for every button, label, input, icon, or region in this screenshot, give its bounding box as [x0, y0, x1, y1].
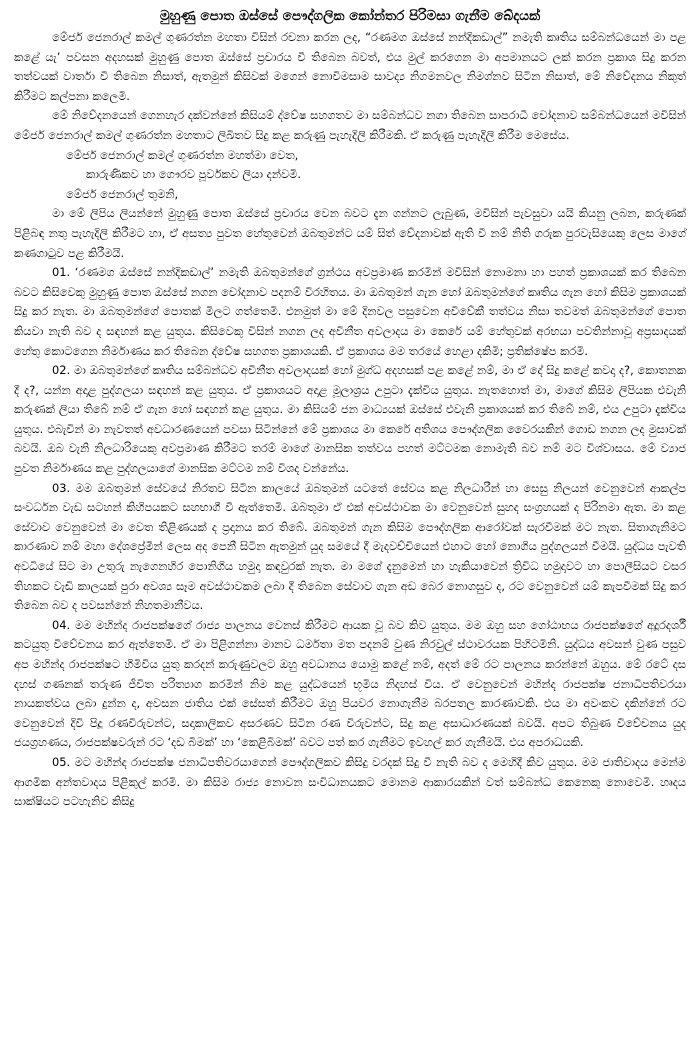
body-paragraph-01: 01. ‘රණමග ඔස්සේ නන්දිකඩාල්’ නමැති ඔබතුමන්ගේ ග්‍රන්ථය අවප්‍රමාණ කරමින් මවිසින් නොමනා හා පහත් ප්‍රකාශයක් කර තිබෙන බවට කිසිවෙකු මුහුණු පොත ඔස්සේ නගන චෝදනාව පදනම් විරහිතය. මා ඔබතුමන් ගැන හෝ ඔබතුමන්ගේ කෘතිය ගැන හෝ කිසිම ප්‍රකාශයක් සිදු කර නැත. මා ඔබතුමන්ගේ පොතක් මිලට ගත්තෙමි. එනමුත් මා මේ දිනවල පසුවෙන අවිවේකී තත්වය නිසා තවමත් ඔබතුමන්ගේ පොත කියවා නැති බව ද සඳහන් කළ යුතුය. කිසිවෙකු විසින් නගන ලද අවිනීත අවලාදය මා කෙරේ යම් හේතුවක් අරභයා පවතින්නාවූ අප්‍රසාදයක් හේතු කොටගෙන නිර්මාණය කර තිබෙන ද්වේෂ සහගත ප්‍රකාශයකි. ඒ ප්‍රකාශය මම තරයේ හෙළා දකිමි; ප්‍රතික්ෂේප කරමි. [14, 265, 686, 358]
intro-paragraph-2: මේ නිවේදනයෙන් ගෙනහැර දක්වන්නේ කිසියම් ද්වේෂ සහගතව මා සම්බන්ධව නගා තිබෙන සාපරාධී චෝදනාව සම්බන්ධයෙන් මවිසින් මේජර් ජෙනරාල් කමල් ගුණරත්න මහතාට ලිඛිතව සිදු කළ කරුණු පැහැදිලි කිරීමකි. ඒ කරුණු පැහැදිලි කිරීම මෙසේය. [14, 108, 686, 142]
letter-greeting: කාරුණිකව හා ගෞරව පූර්වකව ලියා දන්වමි. [86, 167, 301, 182]
body-paragraph-opening: මා මේ ලිපිය ලියන්නේ මුහුණු පොත ඔස්සේ ප්‍රචාරය වෙන බවට දැන ගන්නට ලැබුණ, මවිසින් පැවසුවා යයි කියනු ලබන, කරුණක් පිළිබඳ නතු පැහැදිලි කිරීමට හා, ඒ අසත්‍ය පුවත හේතුවෙන් ඔබතුමන්ට යම් සිත් වේදනාවක් ඇති වී නම් නිති ගරුක පුරවැසියෙකු ලෙස මාගේ කණගාටුව පළ කිරීමයි. [14, 206, 686, 260]
letter-salutation: මේජර් ජෙනරාල් තුමනි, [66, 186, 179, 201]
body-paragraph-04: 04. මම මහින්ද රාජපක්ෂගේ රාජ්‍ය පාලනය වෙනස් කිරීමට ආයක වූ බව කිව යුතුය. මම ඔහු සහ ගෝඨාභය රාජපක්ෂගේ අදූරදර්ශී කටයුතු විවේචනය කර ඇත්තෙමි. ඒ මා පිළිගන්නා මානව ධර්මතා මත පදනම් වුණ නිරවුල් ස්ථාවරයක පිහිටමිනි. යුද්ධය අවසන් වුණ පසුව අප මහින්ද රාජපක්ෂට හිමිවිය යුතු කරදන් කරුණුවලට ඔහු අවධානය යොමු කළේ නම්, අදත් මේ රට පාලනය කරන්නේ ඔහුය. මේ රටේ දස දහස් ගණනක් තරුණ ජීවිත පරිත්‍යාග කරමින් නිම කළ යුද්ධයෙන් භූමිය නිදහස් විය. ඒ වෙනුවෙන් මහින්ද රාජපක්ෂ ජනාධිපතිවරයා නායකත්වය ලබා දුන්න ද, අවසන ජාතිය එක් සේසත් කිරීමට ඔහු පියවර නොගැනීම බරපතල කාරණාවකි. එය මා අවංකව දකින්නේ රට වෙනුවෙන් දිවි පිදූ රණවිරුවන්ට, සදාකාලිකව අසරණව සිටින රණ විරුවන්ට, සිදු කළ අසාධාරණයක් බවයි. අපට තිබුණ විවේචනය යුද ජයග්‍රහණය, රාජපක්ෂවරුන් රට ‘දඩ බිමක්’ හා ‘කෙළිබිමක්’ බවට පත් කර ගැනීමට ඉවහල් කර ගැනීමයි. එය අපරාධයකි. [14, 617, 686, 750]
intro-paragraph-1: මේජර් ජෙනරාල් කමල් ගුණරත්න මහතා විසින් රචනා කරන ලද, “රණමග ඔස්සේ නන්දිකඩාල්” නමැති කෘතිය සම්බන්ධයෙන් මා පළ කළේ යැ’ පවසන අදහසක් මුහුණු පොත ඔස්සේ ප්‍රචාරය වී තිබෙන බවත්, එය මුල් කරගෙන මා අපමානයට ලක් කරන ප්‍රකාශ සිදු කරන තත්වයක් වාර්තා වී තිබෙන නිසාත්, ඇතමුන් කිසිවක් මගෙන් නොවිමසාම සාවද්‍ය නිගමනවල නිමග්නව සිටින නිසාත්, මේ නිවේදනය නිකුත් කිරීමට කල්පනා කලෙමි. [14, 30, 686, 103]
body-paragraph-02: 02. මා ඔබතුමන්ගේ කෘතිය සම්බන්ධව අවිනීත අවලාදයක් හෝ මුග්ධ අදහසක් පළ කළේ නම්, මා ඒ දේ සිදු කළේ කවදා ද?, කොතනක දී ද?, යන්න අදාළ පුද්ගලයා සඳහන් කළ යුතුය. ඒ ප්‍රකාශයට අදාළ මූලාශ්‍රය උපුටා දැක්විය යුතුය. නැතහොත් මා, මාගේ කිසිම ලිපියක එවැනි කරුණක් ලියා තිබේ නම් ඒ ගැන හෝ සඳහන් කළ යුතුය. මා කිසියම් ජන මාධ්‍යයක් ඔස්සේ එවැනි ප්‍රකාශයක් කර තිබේ නම්, එය උපුටා දැක්විය යුතුය. එබැවින් මා නැවතත් අවධාරණයෙන් පවසා සිටින්නේ මේ ප්‍රකාශය මා කෙරේ අතිශය පෞද්ගලික වෛරයකින් ගොඩ නගන ලද මුසාවක් බවයි. ඔබ වැනි නිලධාරියෙකු අවප්‍රමාණ කිරීමට තරම් මාගේ මානසික තත්වය පහත් මට්ටමක නොමැති බව නම් මට විශ්වාසය. මේ ව්‍යාජ පුවත නිර්මාණය කළ පුද්ගලයාගේ මානසික මට්ටම නම් විශද වන්නේය. [14, 363, 686, 476]
letter-addressee: මේජර් ජෙනරාල් කමල් ගුණරත්න මහත්මා වෙත, [66, 147, 299, 162]
body-paragraph-05: 05. මට මහින්ද රාජපක්ෂ ජනාධිපතිවරයාගෙන් පෞද්ගලිකව කිසිදු වරදක් සිදු වී නැති බව ද මෙහිදී කිව යුතුය. මම ජාතිවාදය මෙන්ම ආගමික අන්තවාදය පිළිකුල් කරමි. මා කිසිම රාජ්‍ය නොවන සංවිධානයකට මොනම ආකාරයකින් වත් සම්බන්ධ කෙනෙකු නොවෙමි. හෘදය සාක්ෂියට පටහැනිව කිසිදු [14, 754, 686, 809]
body-paragraph-03: 03. මම ඔබතුමන් සේවයේ නිරතව සිටින කාලයේ ඔබතුමන් යටතේ සේවය කළ නිලධාරීන් හා සෙසු නිලයන් වෙනුවෙන් ආකල්ප සංවර්ධන වැඩ සටහන් කිහිපයකට සහභාගී වී ඇත්තෙමි. ඔබතුමා ඒ එක් අවස්ථාවක මා වෙනුවෙන් සුහද සංග්‍රහයක් ද පිරිනමා ඇත. මා කළ සේවාව වෙනුවෙන් මා වෙත තිළිණයක් ද ප්‍රදානය කර තිබේ. ඔබතුමන් ගැන කිසිම පෞද්ගලික ආරෝවක් සැරවීමක් මට නැත. සිතාගැනිමට කාරණාව නම් මහා දේශප්‍රේමීන් ලෙස අද පෙනී සිටින ඇතමුන් යුද සමයේ දී මැදවච්චියෙන් එහාට හෝ නොගිය පුද්ගලයන් වීමයි. යුද්ධය පැවති අවධියේ සිට මා උතුරු නැගෙනහිර පොනිගිය හමුදා කඳවුරක් නැත. මා මගේ දැනුමෙන් හා හැකියාවෙන් ත්‍රිවිධ හමුදාවට හා පොලීසියට වසර තිහකට වැඩි කාලයක් පුරා අවශ්‍ය සෑම අවස්ථාවකම ලබා දී තිබෙන සේවාව ගැන අඩ බෙර නොගසුව ද, රට වෙනුවෙන් යම් කැපවීමක් සිදු කර තිබෙන බව ද පවසන්නේ නිහතමානීවය. [14, 480, 686, 613]
document-title: මුහුණු පොත ඔස්සේ පෞද්ගලික කෝන්තර පිරිමසා ගැනීම බේදයක් [159, 8, 541, 24]
